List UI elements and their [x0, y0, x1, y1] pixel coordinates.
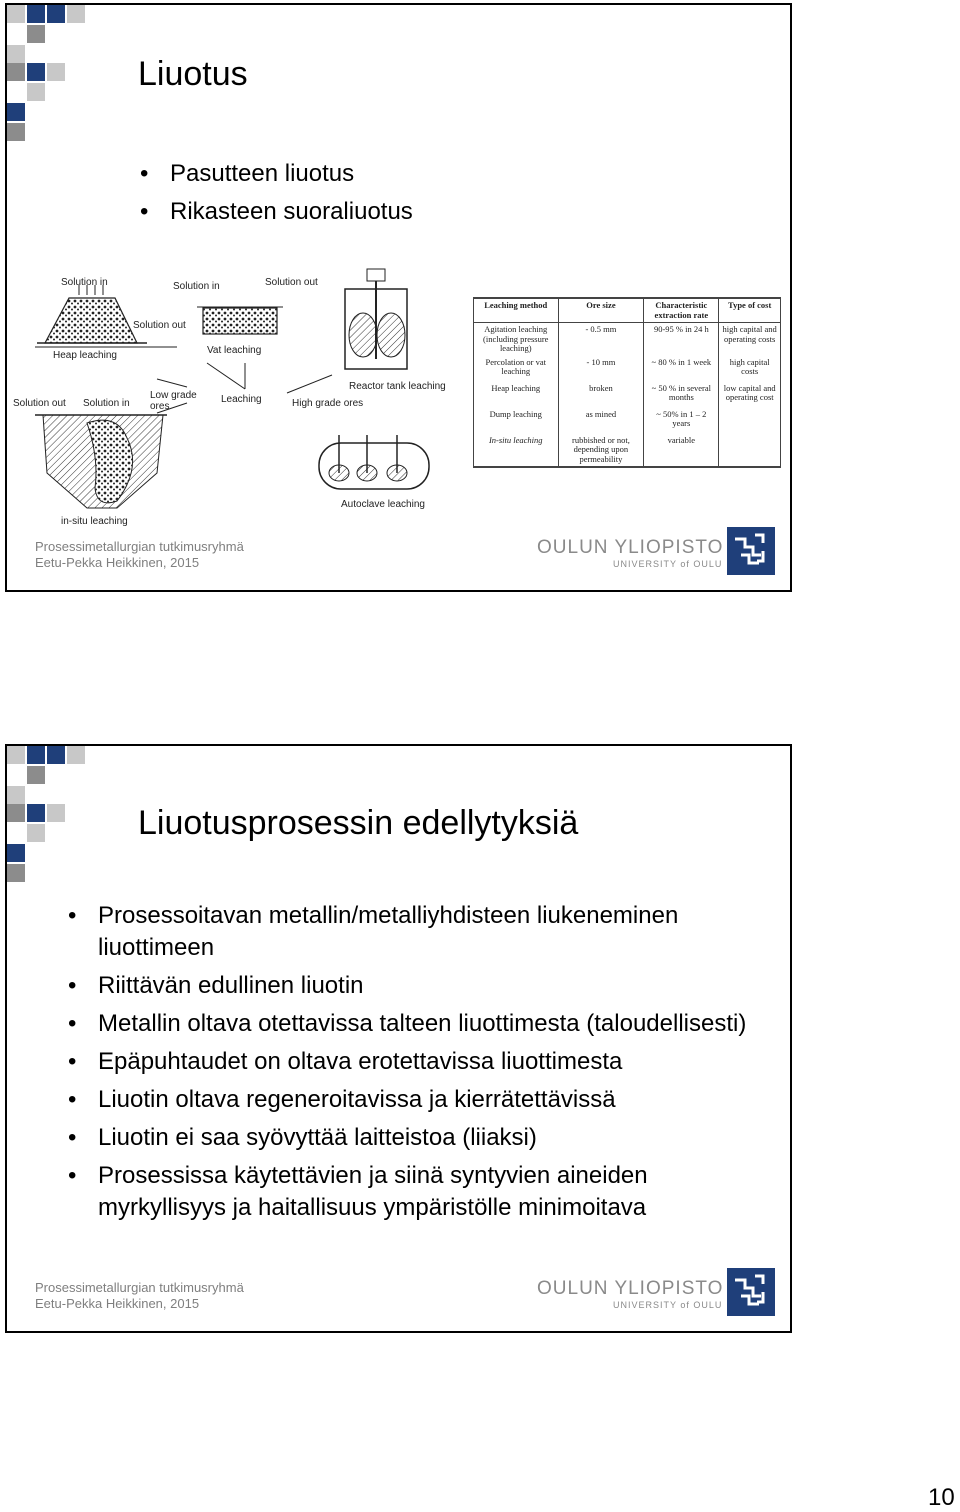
table-cell: low capital and operating cost	[719, 382, 781, 408]
list-item: • Prosessissa käytettävien ja siinä syntyvien aineiden myrkyllisyys ja haitallisuus ympäristölle minimoitava	[68, 1162, 648, 1221]
figure-label: Leaching	[221, 394, 262, 405]
table-cell: - 10 mm	[558, 356, 644, 382]
corner-decoration	[7, 5, 87, 145]
table-row	[474, 323, 781, 356]
corner-decoration	[7, 746, 87, 886]
figure-label: Autoclave leaching	[341, 499, 425, 510]
logo-emblem-icon	[727, 1268, 775, 1316]
table-cell: In-situ leaching	[474, 434, 559, 468]
table-cell: rubbished or not, depending upon permeability	[558, 434, 644, 468]
bullet-list	[140, 155, 413, 231]
logo-name: OULUN YLIOPISTO	[537, 1278, 724, 1299]
figure-label: in-situ leaching	[61, 516, 128, 527]
figure-label: Solution out	[133, 320, 186, 331]
figure-label: Solution in	[61, 277, 108, 288]
slide-2	[5, 744, 792, 1333]
table-header: Ore size	[558, 298, 644, 323]
list-item: • Pasutteen liuotus	[140, 160, 355, 187]
list-item: • Epäpuhtaudet on oltava erotettavissa liuottimesta	[68, 1048, 623, 1075]
leaching-methods-figure	[7, 263, 467, 533]
table-cell: ~ 50% in 1 – 2 years	[644, 408, 719, 434]
list-item: • Rikasteen suoraliuotus	[140, 198, 413, 225]
table-cell: 90-95 % in 24 h	[644, 323, 719, 356]
table-row	[474, 356, 781, 382]
table-cell: Heap leaching	[474, 382, 559, 408]
table-row	[474, 408, 781, 434]
list-item: • Liuotin ei saa syövyttää laitteistoa (liiaksi)	[68, 1124, 537, 1151]
footer-group-name: Prosessimetallurgian tutkimusryhmä	[35, 539, 244, 554]
footer-author: Eetu-Pekka Heikkinen, 2015	[35, 1296, 200, 1311]
list-item: • Riittävän edullinen liuotin	[68, 972, 364, 999]
list-item: • Prosessoitavan metallin/metalliyhdisteen liukeneminen liuottimeen	[68, 902, 679, 961]
leaching-methods-table	[473, 297, 781, 468]
table-cell: high capital costs	[719, 356, 781, 382]
slide-title: Liuotus	[138, 55, 248, 93]
footer-author: Eetu-Pekka Heikkinen, 2015	[35, 555, 200, 570]
table-cell: Dump leaching	[474, 408, 559, 434]
table-header: Type of cost	[719, 298, 781, 323]
figure-label: Solution out	[265, 277, 318, 288]
footer	[35, 1280, 244, 1312]
table-cell: broken	[558, 382, 644, 408]
table-header: Characteristic extraction rate	[644, 298, 719, 323]
slide-1	[5, 3, 792, 592]
slide-title: Liuotusprosessin edellytyksiä	[138, 804, 579, 842]
page-number: 10	[928, 1484, 955, 1511]
table-row	[474, 382, 781, 408]
table-cell: as mined	[558, 408, 644, 434]
logo-subtitle: UNIVERSITY of OULU	[613, 559, 723, 569]
logo-subtitle: UNIVERSITY of OULU	[613, 1300, 723, 1310]
footer	[35, 539, 244, 571]
logo-name: OULUN YLIOPISTO	[537, 537, 724, 558]
table-header-row	[474, 298, 781, 323]
figure-label: Solution in	[173, 281, 220, 292]
table-cell: ~ 80 % in 1 week	[644, 356, 719, 382]
figure-label: Vat leaching	[207, 345, 262, 356]
table-cell: variable	[644, 434, 719, 468]
figure-label: Solution in	[83, 398, 130, 409]
figure-label: Solution out	[13, 398, 66, 409]
figure-label: Heap leaching	[53, 350, 117, 361]
table-cell: ~ 50 % in several months	[644, 382, 719, 408]
table-cell: high capital and operating costs	[719, 323, 781, 356]
university-logo	[537, 1268, 777, 1318]
table-cell	[719, 408, 781, 434]
list-item: • Liuotin oltava regeneroitavissa ja kierrätettävissä	[68, 1086, 616, 1113]
table-header: Leaching method	[474, 298, 559, 323]
figure-label: Low grade ores	[150, 390, 197, 412]
table-cell	[719, 434, 781, 468]
university-logo	[537, 527, 777, 577]
footer-group-name: Prosessimetallurgian tutkimusryhmä	[35, 1280, 244, 1295]
table-cell: Percolation or vat leaching	[474, 356, 559, 382]
figure-label: High grade ores	[292, 398, 364, 409]
table-cell: Agitation leaching (including pressure leaching)	[474, 323, 559, 356]
bullet-list	[68, 900, 778, 1230]
list-item: • Metallin oltava otettavissa talteen liuottimesta (taloudellisesti)	[68, 1010, 747, 1037]
figure-label: Reactor tank leaching	[349, 381, 446, 392]
table-cell: - 0.5 mm	[558, 323, 644, 356]
table-row	[474, 434, 781, 468]
logo-emblem-icon	[727, 527, 775, 575]
